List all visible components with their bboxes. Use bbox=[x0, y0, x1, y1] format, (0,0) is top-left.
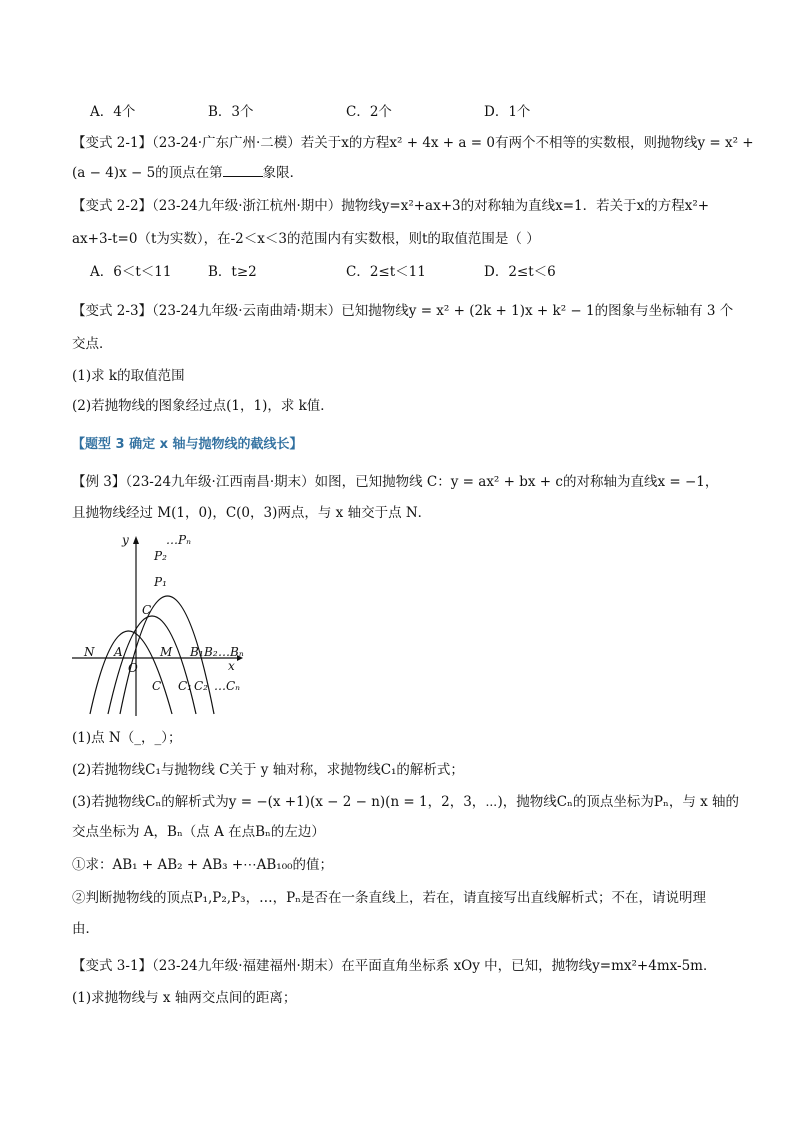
example-3-q2: (2)若抛物线C₁与抛物线 C关于 y 轴对称，求抛物线C₁的解析式； bbox=[72, 762, 464, 778]
example-3-line-2: 且抛物线经过 M(1，0)，C(0，3)两点，与 x 轴交于点 N． bbox=[72, 505, 432, 521]
variant-2-3-line-2: 交点． bbox=[72, 336, 113, 352]
variant-2-2-options bbox=[90, 262, 750, 282]
label-c: C bbox=[152, 679, 162, 693]
option-b: B．3个 bbox=[208, 104, 254, 120]
label-a: A bbox=[114, 645, 123, 659]
label-c1: C₁ bbox=[178, 679, 192, 693]
option-d: D．2≤t＜6 bbox=[484, 264, 556, 280]
variant-2-2-line-1: 【变式 2-2】（23-24九年级·浙江杭州·期中）抛物线y=x²+ax+3的对称轴为直线x=1．若关于x的方程x²+ bbox=[72, 198, 710, 214]
option-d: D．1个 bbox=[484, 104, 531, 120]
label-b1: B₁ bbox=[190, 645, 204, 659]
label-x: x bbox=[228, 659, 235, 673]
variant-2-3-q1: (1)求 k的取值范围 bbox=[72, 368, 185, 384]
label-c2: C₂ bbox=[194, 679, 208, 693]
variant-2-3-line-1: 【变式 2-3】（23-24九年级·云南曲靖·期末）已知抛物线y = x² + (2k + 1)x + k² − 1的图象与坐标轴有 3 个 bbox=[72, 303, 734, 319]
option-a: A．6＜t＜11 bbox=[90, 264, 172, 280]
label-pn: …Pₙ bbox=[166, 533, 191, 547]
option-c: C．2≤t＜11 bbox=[346, 264, 426, 280]
y-axis-arrow bbox=[133, 536, 139, 544]
label-b2: B₂ bbox=[204, 645, 218, 659]
section-title-3: 【题型 3 确定 x 轴与抛物线的截线长】 bbox=[72, 437, 303, 452]
label-p2: P₂ bbox=[154, 549, 167, 563]
example-3-q3-line-1: (3)若抛物线Cₙ的解析式为y = −(x +1)(x − 2 − n)(n = 1，2，3，⋯)，抛物线Cₙ的顶点坐标为Pₙ，与 x 轴的 bbox=[72, 794, 740, 810]
label-p1: P₁ bbox=[154, 575, 167, 589]
label-m: M bbox=[160, 645, 173, 659]
option-c: C．2个 bbox=[346, 104, 392, 120]
option-a: A．4个 bbox=[90, 104, 136, 120]
variant-3-1-line-1: 【变式 3-1】（23-24九年级·福建福州·期末）在平面直角坐标系 xOy 中，已知，抛物线y=mx²+4mx-5m． bbox=[72, 958, 717, 974]
label-o: O bbox=[128, 661, 138, 675]
options-row-top bbox=[90, 102, 750, 122]
variant-2-3-q2: (2)若抛物线的图象经过点(1，1)，求 k值． bbox=[72, 398, 334, 414]
variant-2-1-text-b: 象限． bbox=[262, 165, 304, 181]
example-3-q1: (1)点 N（_，_）； bbox=[72, 730, 182, 746]
variant-2-1-text-a: (a − 4)x − 5的顶点在第 bbox=[72, 165, 223, 181]
parabola-diagram bbox=[72, 528, 252, 718]
label-y: y bbox=[122, 533, 129, 547]
example-3-q3-line-2: 交点坐标为 A，Bₙ（点 A 在点Bₙ的左边） bbox=[72, 824, 325, 840]
label-c-point: C bbox=[142, 603, 152, 617]
variant-2-1-line-2 bbox=[72, 163, 732, 183]
label-cn: …Cₙ bbox=[214, 679, 241, 693]
example-3-line-1: 【例 3】（23-24九年级·江西南昌·期末）如图，已知抛物线 C：y = ax² + bx + c的对称轴为直线x = −1， bbox=[72, 474, 719, 490]
example-3-sub-1: ①求：AB₁ + AB₂ + AB₃ +⋯AB₁₀₀的值； bbox=[72, 857, 334, 873]
variant-2-1-line-1: 【变式 2-1】（23-24·广东广州·二模）若关于x的方程x² + 4x + a = 0有两个不相等的实数根，则抛物线y = x² + bbox=[72, 135, 754, 151]
variant-3-1-q1: (1)求抛物线与 x 轴两交点间的距离； bbox=[72, 990, 297, 1006]
parabola-c1 bbox=[108, 616, 196, 714]
option-b: B．t≥2 bbox=[208, 264, 257, 280]
label-bn: …Bₙ bbox=[218, 645, 244, 659]
label-n: N bbox=[84, 645, 95, 659]
example-3-sub-2-line-1: ②判断抛物线的顶点P₁,P₂,P₃，…，Pₙ是否在一条直线上，若在，请直接写出直线解析式；不在，请说明理 bbox=[72, 890, 706, 906]
variant-2-2-line-2: ax+3-t=0（t为实数），在-2＜x＜3的范围内有实数根，则t的取值范围是（ ） bbox=[72, 231, 540, 247]
parabola-figure bbox=[72, 528, 252, 718]
answer-blank bbox=[223, 163, 263, 177]
example-3-sub-2-line-2: 由． bbox=[72, 921, 99, 937]
